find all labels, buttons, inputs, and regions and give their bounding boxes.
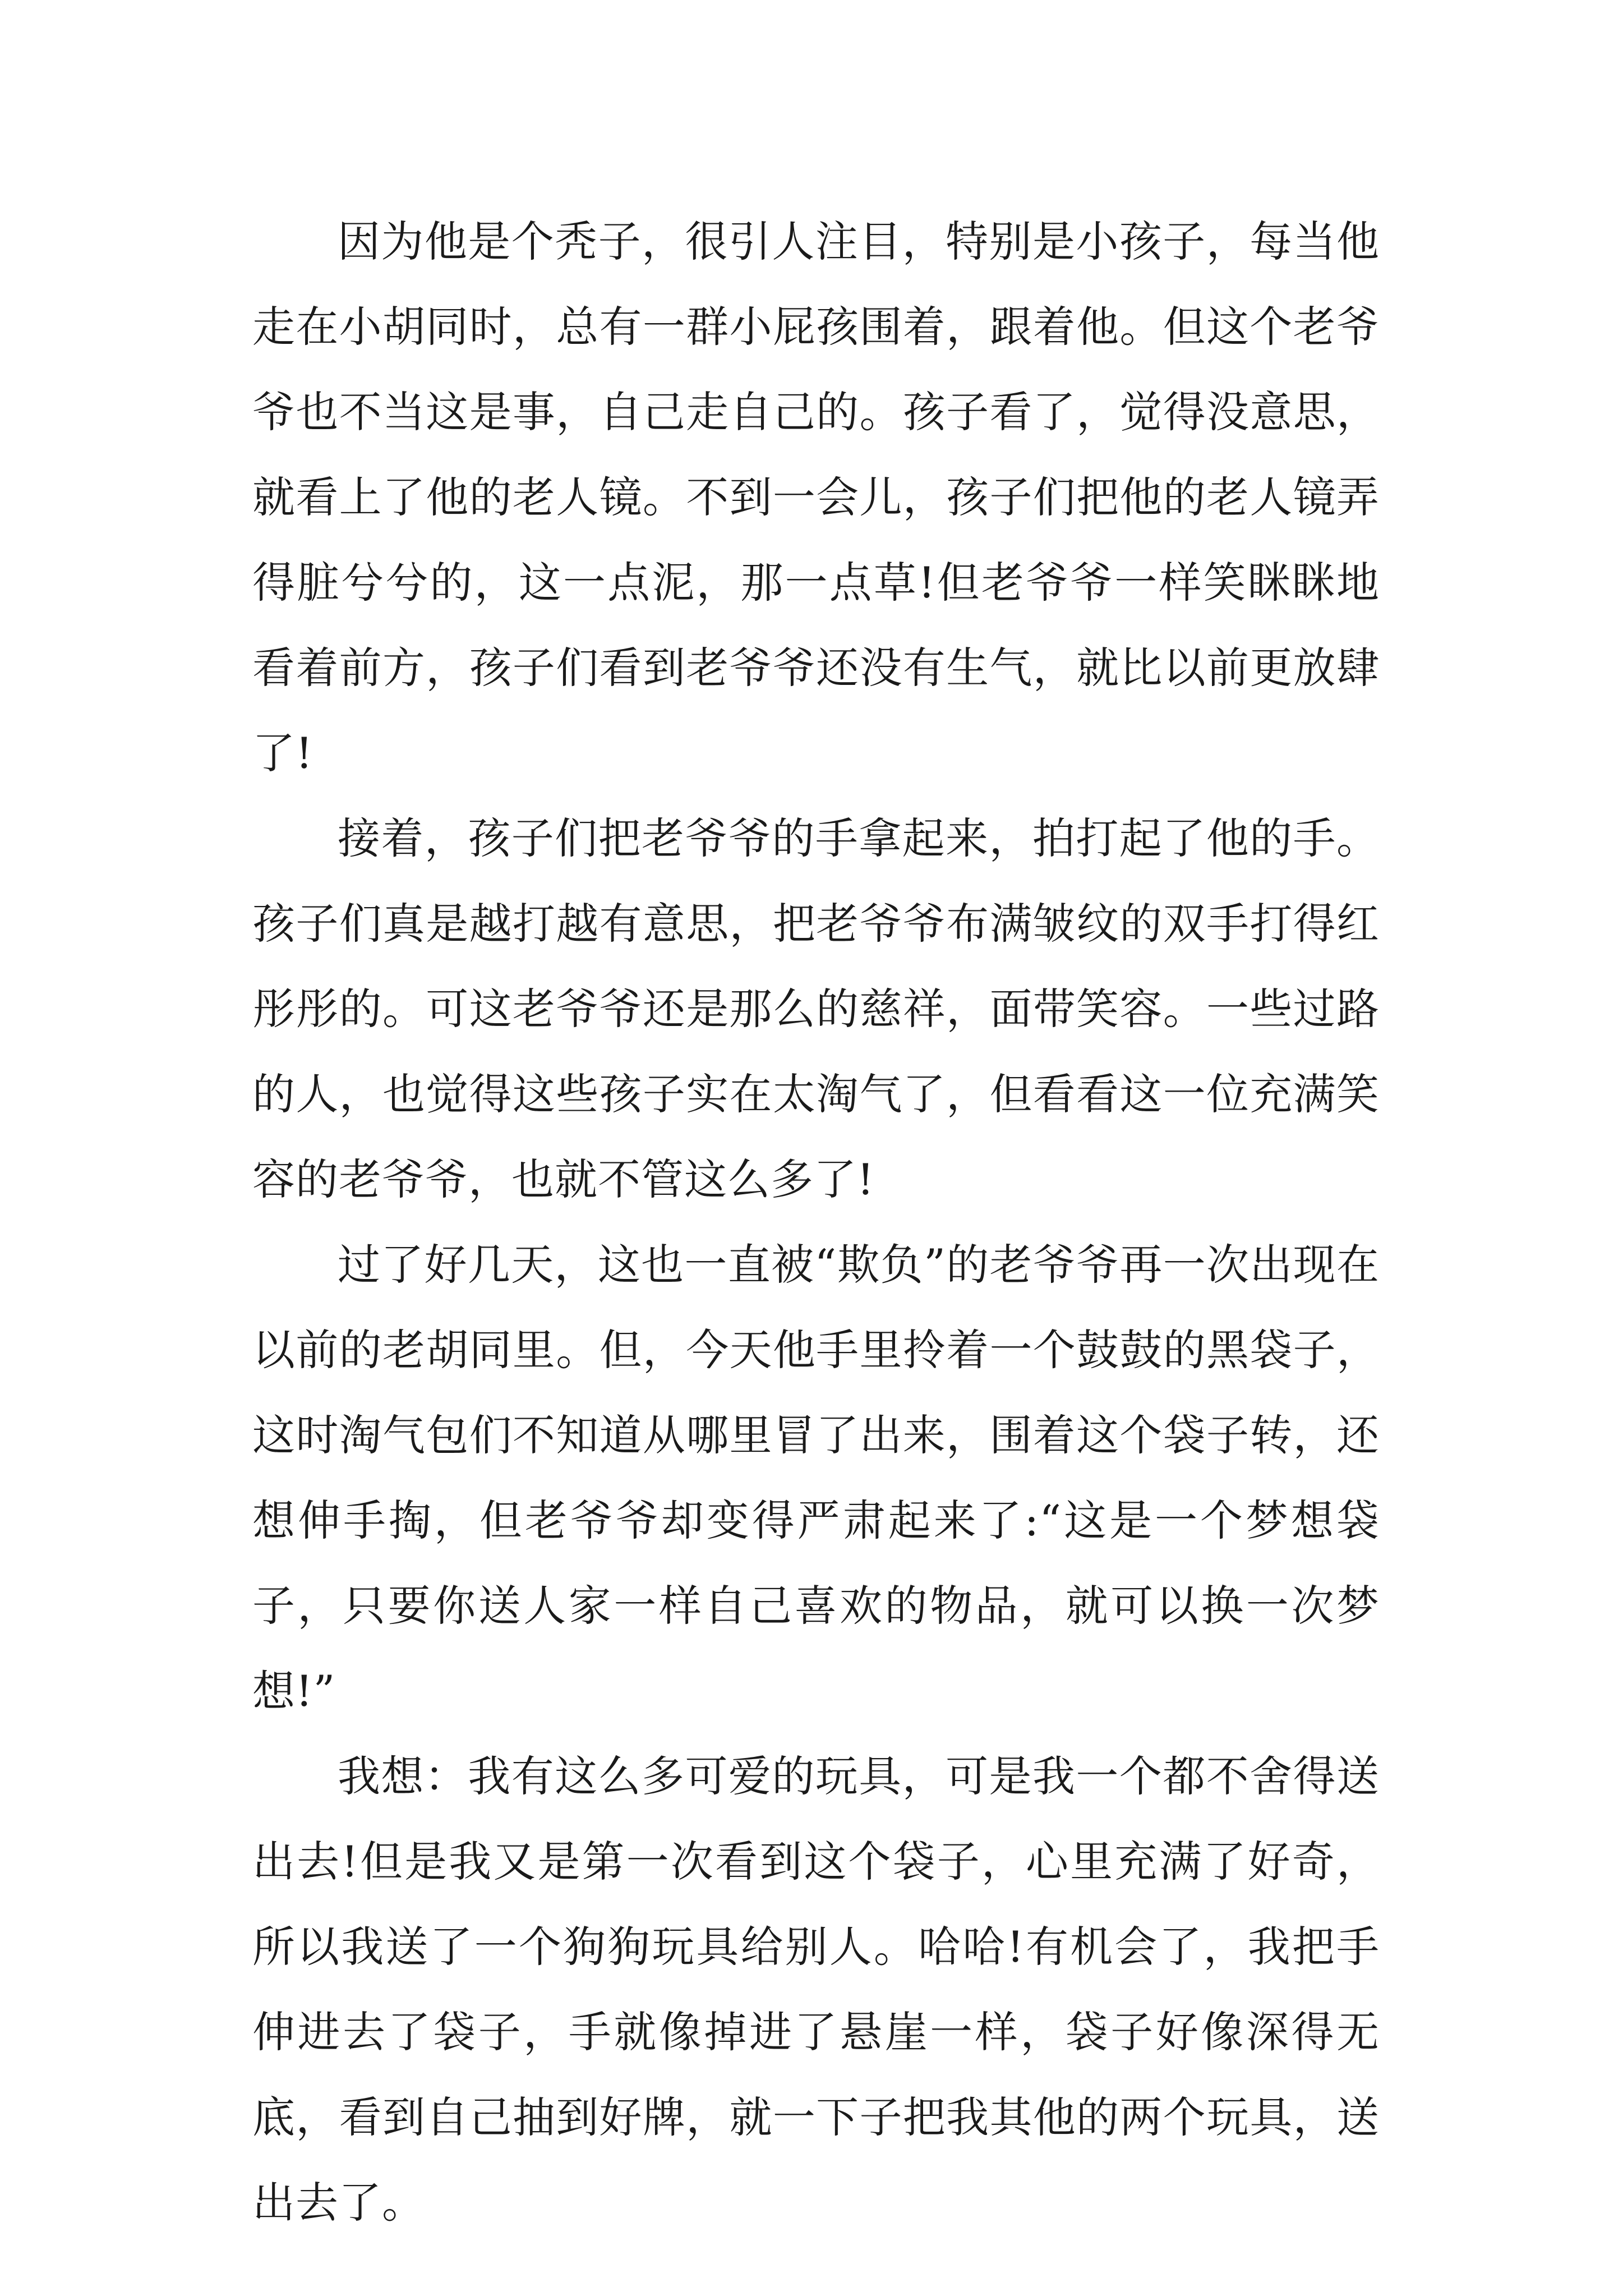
paragraph-3: 过了好几天，这也一直被“欺负”的老爷爷再一次出现在以前的老胡同里。但，今天他手里拎着一个鼓鼓的黑袋子，这时淘气包们不知道从哪里冒了出来，围着这个袋子转，还想伸手掏，但老爷爷却变得严肃起来了:“这是一个梦想袋子，只要你送人家一样自己喜欢的物品，就可以换一次梦想!”: [252, 1240, 1380, 1716]
paragraph-2: 接着，孩子们把老爷爷的手拿起来，拍打起了他的手。孩子们真是越打越有意思，把老爷爷布满皱纹的双手打得红彤彤的。可这老爷爷还是那么的慈祥，面带笑容。一些过路的人，也觉得这些孩子实在太淘气了，但看看这一位充满笑容的老爷爷，也就不管这么多了!: [252, 813, 1380, 1204]
paragraph-4: 我想：我有这么多可爱的玩具，可是我一个都不舍得送出去!但是我又是第一次看到这个袋子，心里充满了好奇，所以我送了一个狗狗玩具给别人。哈哈!有机会了，我把手伸进去了袋子，手就像掉进了悬崖一样，袋子好像深得无底，看到自己抽到好牌，就一下子把我其他的两个玩具，送出去了。: [252, 1751, 1380, 2228]
paragraph-1: 因为他是个秃子，很引人注目，特别是小孩子，每当他走在小胡同时，总有一群小屁孩围着，跟着他。但这个老爷爷也不当这是事，自己走自己的。孩子看了，觉得没意思，就看上了他的老人镜。不到一会儿，孩子们把他的老人镜弄得脏兮兮的，这一点泥，那一点草!但老爷爷一样笑眯眯地看着前方，孩子们看到老爷爷还没有生气，就比以前更放肆了!: [252, 217, 1380, 778]
document-body: [252, 199, 1380, 2246]
